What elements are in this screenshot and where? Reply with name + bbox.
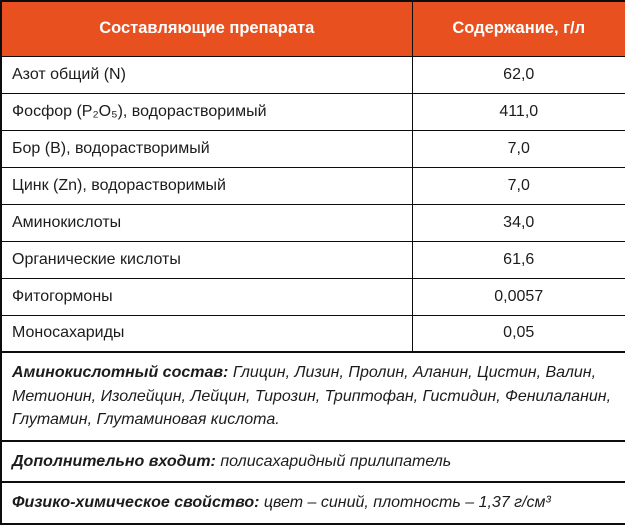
component-name: Моносахариды <box>1 315 412 352</box>
header-content: Содержание, г/л <box>412 1 625 56</box>
component-value: 62,0 <box>412 56 625 93</box>
note-physico-chemical-property <box>1 482 625 524</box>
note-label: Физико-химическое свойство: <box>12 494 260 512</box>
note-cell <box>1 441 625 483</box>
note-additional-ingredient <box>1 441 625 483</box>
component-value: 34,0 <box>412 204 625 241</box>
note-label: Аминокислотный состав: <box>12 364 229 381</box>
table-row <box>1 315 625 352</box>
table-header-row <box>1 1 625 56</box>
note-text: полисахаридный прилипатель <box>220 452 452 470</box>
component-name: Бор (B), водорастворимый <box>1 130 412 167</box>
component-name: Фитогормоны <box>1 278 412 315</box>
table-row <box>1 241 625 278</box>
table-row <box>1 204 625 241</box>
component-value: 0,0057 <box>412 278 625 315</box>
component-value: 0,05 <box>412 315 625 352</box>
note-cell <box>1 352 625 441</box>
component-value: 7,0 <box>412 167 625 204</box>
table-row <box>1 167 625 204</box>
table-row <box>1 130 625 167</box>
component-value: 7,0 <box>412 130 625 167</box>
note-cell <box>1 482 625 524</box>
component-name: Аминокислоты <box>1 204 412 241</box>
component-value: 411,0 <box>412 93 625 130</box>
note-text: Глицин, Лизин, Пролин, Аланин, Цистин, Валин, Метионин, Изолейцин, Лейцин, Тирозин, Триптофан, Гистидин, Фенилаланин, Глутамин, Глутаминовая кислота. <box>12 364 612 429</box>
note-text: цвет – синий, плотность – 1,37 г/см³ <box>263 494 551 512</box>
table-row <box>1 278 625 315</box>
table-row <box>1 56 625 93</box>
header-components: Составляющие препарата <box>1 1 412 56</box>
component-name: Органические кислоты <box>1 241 412 278</box>
table-row <box>1 93 625 130</box>
note-amino-acid-composition <box>1 352 625 441</box>
component-name: Цинк (Zn), водорастворимый <box>1 167 412 204</box>
component-value: 61,6 <box>412 241 625 278</box>
component-name: Фосфор (P₂O₅), водорастворимый <box>1 93 412 130</box>
component-name: Азот общий (N) <box>1 56 412 93</box>
note-label: Дополнительно входит: <box>12 452 216 470</box>
